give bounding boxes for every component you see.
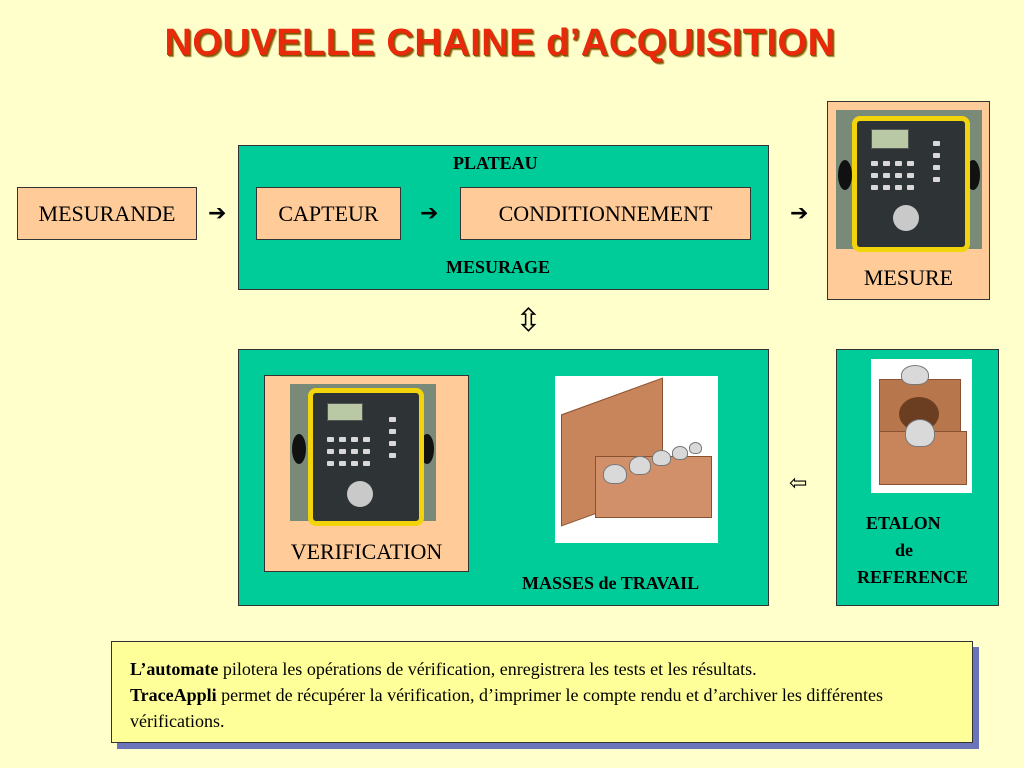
- note-line1-text: pilotera les opérations de vérification, enregistrera les tests et les résultats.: [218, 659, 757, 679]
- etalon-label: ETALON: [866, 513, 941, 533]
- arrow-right-icon: ➔: [790, 201, 809, 226]
- automate-device-image: [836, 110, 982, 249]
- conditionnement-box: CONDITIONNEMENT: [460, 187, 751, 240]
- note-line2-text: permet de récupérer la vérification, d’imprimer le compte rendu et d’archiver les différentes vérifications.: [130, 685, 884, 731]
- arrow-right-icon: ➔: [208, 201, 227, 226]
- etalon-reference-label: REFERENCE: [857, 567, 969, 587]
- page-title: NOUVELLE CHAINE d’ACQUISITION: [164, 22, 836, 64]
- reference-mass-image: [871, 359, 972, 493]
- note-automate-bold: L’automate: [130, 659, 219, 679]
- working-masses-image: [555, 376, 718, 543]
- verification-label: VERIFICATION: [290, 539, 443, 564]
- mesurande-box: MESURANDE: [17, 187, 197, 240]
- capteur-box: CAPTEUR: [256, 187, 401, 240]
- etalon-de-label: de: [895, 540, 913, 560]
- note-traceappli-bold: TraceAppli: [130, 685, 217, 705]
- note-box: [111, 641, 973, 743]
- mesurage-label: MESURAGE: [446, 257, 551, 277]
- mesure-label: MESURE: [863, 265, 954, 290]
- arrow-left-icon: ⇦: [789, 471, 808, 496]
- arrow-right-icon: ➔: [420, 201, 439, 226]
- up-down-arrow-icon: ⇳: [515, 301, 542, 339]
- automate-device-image: [290, 384, 436, 521]
- masses-travail-label: MASSES de TRAVAIL: [522, 573, 700, 593]
- plateau-label: PLATEAU: [453, 153, 538, 173]
